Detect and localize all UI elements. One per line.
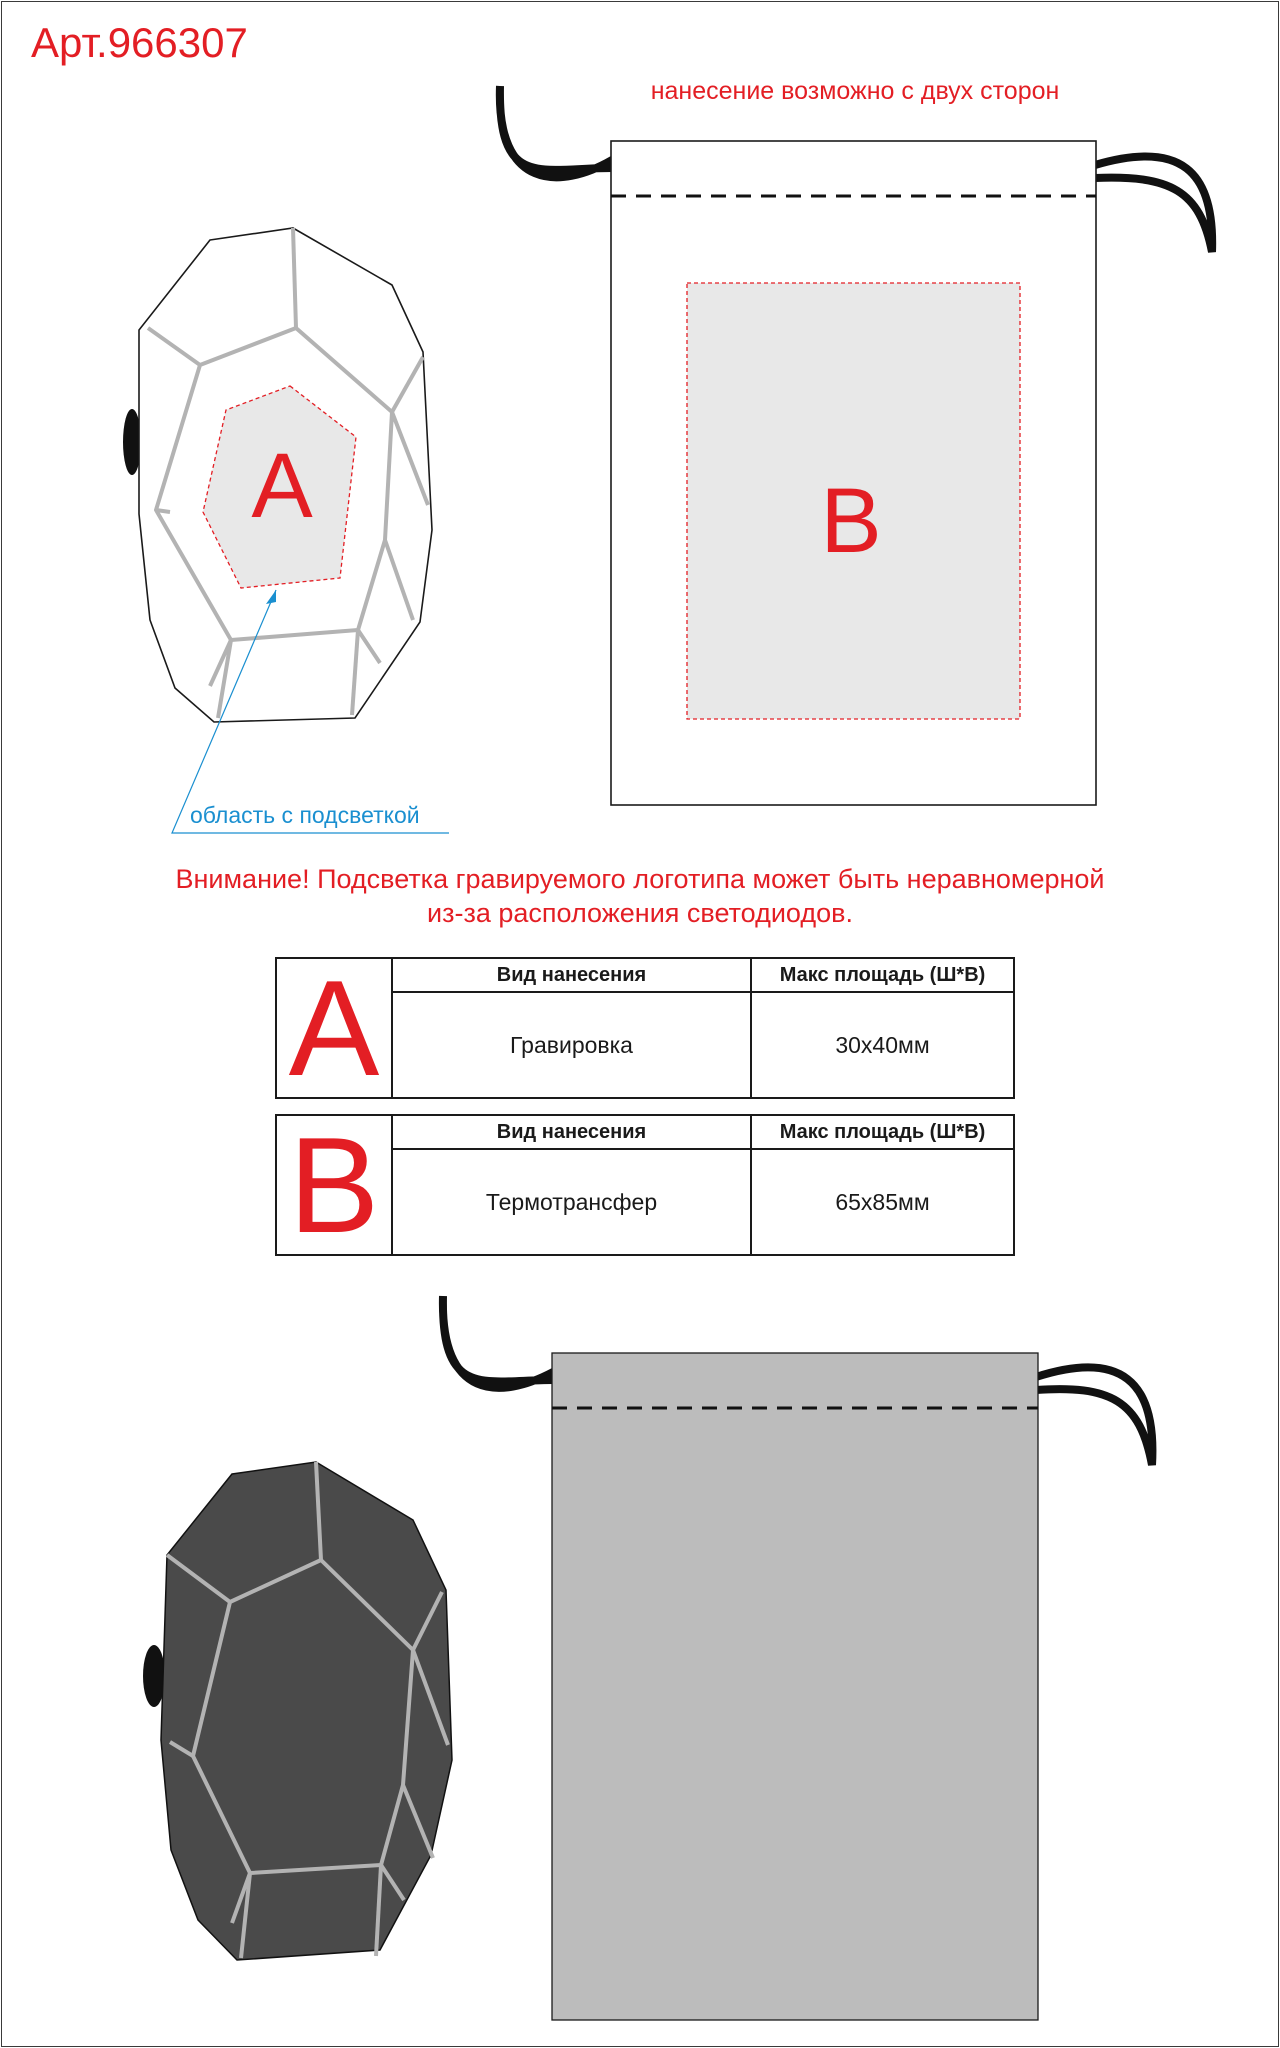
warning-line-2: из-за расположения светодиодов. — [427, 898, 853, 928]
max-area-value: 30х40мм — [835, 1031, 930, 1058]
spec-table-b — [275, 1109, 1015, 1261]
pouch-white-illustration — [500, 86, 1212, 805]
backlight-area-caption: область с подсветкой — [190, 802, 420, 828]
method-value: Термотрансфер — [393, 1150, 752, 1254]
pouch-grey-illustration — [443, 1296, 1153, 2020]
stone-dark-illustration — [143, 1462, 452, 1960]
method-header: Вид нанесения — [393, 959, 752, 993]
warning-line-1: Внимание! Подсветка гравируемого логотипа может быть неравномерной — [175, 864, 1105, 894]
zone-b-label: B — [820, 470, 882, 572]
article-number: Арт.966307 — [31, 19, 248, 66]
spec-zone-letter: A — [277, 959, 393, 1097]
max-area-header: Макс площадь (Ш*В) — [752, 959, 1013, 993]
spec-table-a — [275, 952, 1015, 1104]
max-area-value: 65х85мм — [835, 1188, 930, 1215]
spec-zone-letter: B — [277, 1116, 393, 1254]
stone-white-illustration — [123, 228, 449, 833]
max-area-header: Макс площадь (Ш*В) — [752, 1116, 1013, 1150]
warning-text — [100, 862, 1180, 930]
method-header: Вид нанесения — [393, 1116, 752, 1150]
method-value: Гравировка — [393, 993, 752, 1097]
zone-a-label: A — [251, 435, 313, 537]
both-sides-note: нанесение возможно с двух сторон — [650, 77, 1060, 105]
